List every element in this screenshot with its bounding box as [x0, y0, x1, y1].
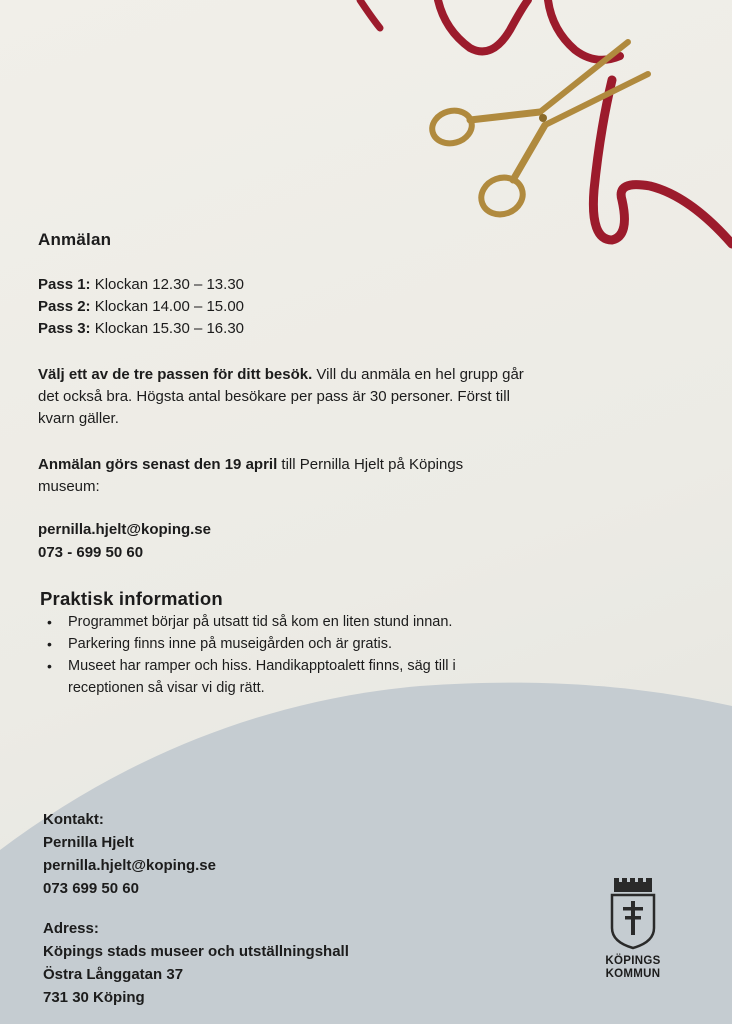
- adress-block: [43, 917, 349, 1009]
- registration-email[interactable]: pernilla.hjelt@koping.se: [38, 521, 211, 538]
- list-item: [47, 633, 517, 655]
- pass-row: [38, 296, 244, 318]
- anmalan-heading: Anmälan: [38, 230, 112, 249]
- adress-line: 731 30 Köping: [43, 989, 145, 1006]
- list-item-text: Parkering finns inne på museigården och är gratis.: [68, 636, 393, 652]
- list-item: [47, 655, 517, 699]
- choose-pass-bold: Välj ett av de tre passen för ditt besök.: [38, 366, 313, 383]
- deadline-text: till Pernilla Hjelt på Köpings museum:: [38, 456, 464, 495]
- adress-heading: Adress:: [43, 920, 99, 937]
- ribbon-scissors-decoration: [0, 0, 732, 260]
- pass-label: Pass 3:: [38, 320, 91, 337]
- deadline-bold: Anmälan görs senast den 19 april: [38, 456, 278, 473]
- coat-of-arms-icon: [608, 878, 658, 950]
- choose-pass-text: Vill du anmäla en hel grupp går det också bra. Högsta antal besökare per pass är 30 personer. Först till kvarn gäller.: [38, 366, 524, 427]
- pass-label: Pass 2:: [38, 298, 91, 315]
- adress-line: Köpings stads museer och utställningshall: [43, 943, 349, 960]
- adress-line: Östra Långgatan 37: [43, 966, 184, 983]
- kontakt-phone[interactable]: 073 699 50 60: [43, 880, 139, 897]
- kontakt-heading: Kontakt:: [43, 811, 104, 828]
- list-item-text: Museet har ramper och hiss. Handikapptoalett finns, säg till i receptionen så visar vi dig rätt.: [68, 658, 456, 696]
- list-item: [47, 611, 517, 633]
- logo-text-line1: KÖPINGS: [605, 955, 661, 967]
- deadline-paragraph: [38, 454, 528, 498]
- choose-pass-paragraph: [38, 364, 528, 430]
- logo-text-line2: KOMMUN: [605, 968, 661, 980]
- pass-time: Klockan 14.00 – 15.00: [94, 298, 245, 315]
- bullet-icon: •: [47, 658, 52, 674]
- koping-logo: [590, 878, 676, 981]
- registration-contact: [38, 518, 211, 564]
- pass-row: [38, 318, 244, 340]
- kontakt-block: [43, 808, 216, 900]
- praktisk-list: [47, 611, 517, 699]
- pass-label: Pass 1:: [38, 276, 91, 293]
- pass-time: Klockan 12.30 – 13.30: [94, 276, 245, 293]
- scissors-icon: [429, 42, 648, 220]
- kontakt-name: Pernilla Hjelt: [43, 834, 134, 851]
- list-item-text: Programmet börjar på utsatt tid så kom en liten stund innan.: [68, 614, 453, 630]
- pass-list: [38, 274, 244, 340]
- kontakt-email[interactable]: pernilla.hjelt@koping.se: [43, 857, 216, 874]
- pass-time: Klockan 15.30 – 16.30: [94, 320, 245, 337]
- registration-phone[interactable]: 073 - 699 50 60: [38, 544, 144, 561]
- bullet-icon: •: [47, 636, 52, 652]
- praktisk-heading: Praktisk information: [40, 588, 223, 609]
- bullet-icon: •: [47, 614, 52, 630]
- pass-row: [38, 274, 244, 296]
